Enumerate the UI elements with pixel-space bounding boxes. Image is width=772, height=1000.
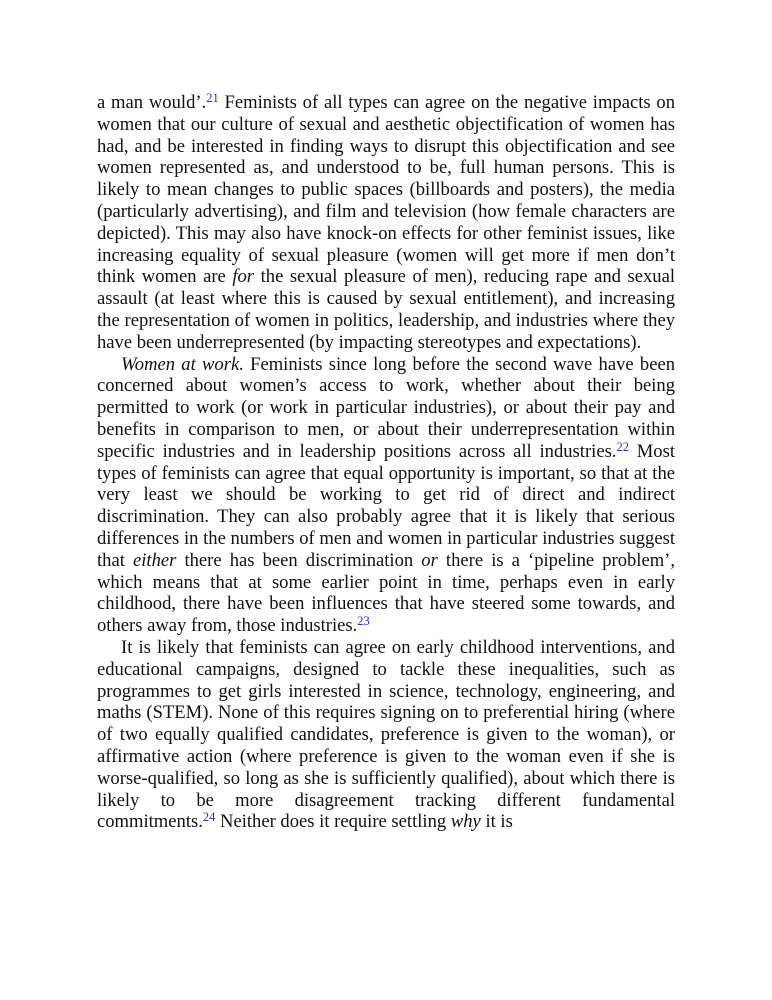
- text-run: the sexual pleasure of men), reducing rape and sexual assault (at least where this is caused by sexual entitlement), and increasing the representation of women in politics, leadership, and industries where they have been underrepresented (by impacting stereotypes and expectations).: [97, 266, 675, 353]
- footnote-reference[interactable]: 21: [206, 91, 219, 105]
- text-run: Most types of feminists can agree that equal opportunity is important, so that at the very least we should be working to get rid of direct and indirect discrimination. They can also probably agree that it is likely that serious differences in the numbers of men and women in particular industries suggest that: [97, 440, 675, 571]
- text-run: a man would’.: [97, 92, 207, 113]
- text-run: It is likely that feminists can agree on early childhood interventions, and educational campaigns, designed to tackle these inequalities, such as programmes to get girls interested in science, technology, engineering, and maths (STEM). None of this requires signing on to preferential hiring (where of two equally qualified candidates, preference is given to the woman), or affirmative action (where preference is given to the woman even if she is worse-qualified, so long as she is sufficiently qualified), about which there is likely to be more disagreement tracking different fundamental commitments.: [97, 636, 675, 833]
- emphasized-text: Women at work.: [121, 353, 244, 375]
- text-run: there is a ‘pipeline problem’, which means that at some earlier point in time, perhaps even in early childhood, there have been influences that have steered some towards, and others away from, those industries.: [97, 549, 676, 637]
- text-run: Feminists since long before the second wave have been concerned about women’s access to work, whether about their being permitted to work (or work in particular industries), or about their pay and benefits in comparison to men, or about their underrepresentation within specific industries and in leadership positions across all industries.: [97, 353, 676, 462]
- body-paragraph: [97, 637, 675, 833]
- footnote-reference[interactable]: 23: [357, 614, 370, 629]
- emphasized-text: for: [232, 266, 255, 288]
- emphasized-text: either: [132, 549, 177, 571]
- text-run: Feminists of all types can agree on the negative impacts on women that our culture of sexual and aesthetic objectification of women has had, and be interested in finding ways to disrupt this objectification and see women represented as, and understood to be, full human persons. This is likely to mean changes to public spaces (billboards and posters), the media (particularly advertising), and film and television (how female characters are depicted). This may also have knock-on effects for other feminist issues, like increasing equality of sexual pleasure (women will get more if men don’t think women are: [97, 92, 676, 288]
- emphasized-text: or: [421, 549, 438, 571]
- text-run: there has been discrimination: [176, 549, 422, 571]
- text-run: Neither does it require settling: [215, 811, 451, 833]
- body-paragraph: [97, 354, 675, 637]
- footnote-reference[interactable]: 22: [616, 439, 629, 454]
- text-run: it is: [480, 811, 513, 833]
- footnote-reference[interactable]: 24: [202, 810, 216, 825]
- body-paragraph: [97, 92, 675, 354]
- emphasized-text: why: [450, 811, 481, 833]
- document-page: [97, 92, 675, 833]
